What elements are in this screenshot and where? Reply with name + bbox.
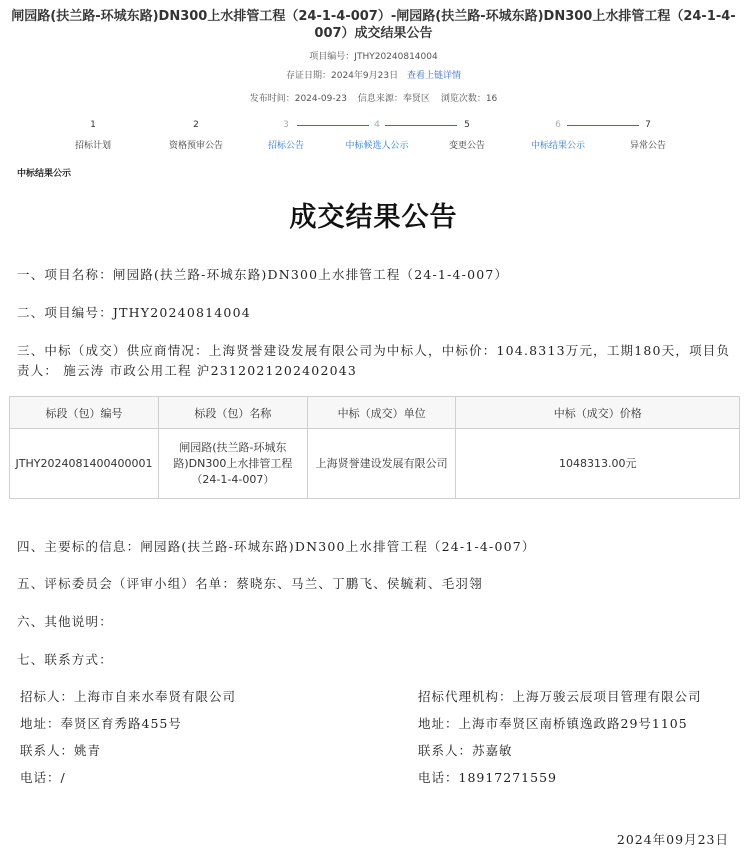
step-5[interactable] [422, 118, 512, 152]
agency-address: 地址：上海市奉贤区南桥镇逸政路29号1105 [418, 716, 688, 731]
process-steps [0, 118, 747, 158]
step-number: 6 [555, 120, 561, 130]
col-winning-unit: 中标（成交）单位 [307, 397, 456, 429]
item-project-number: 二、项目编号：JTHY20240814004 [17, 305, 251, 320]
col-winning-price: 中标（成交）价格 [456, 397, 740, 429]
step-label: 中标结果公示 [530, 141, 585, 151]
step-number: 5 [464, 120, 470, 130]
tenderer-name: 招标人：上海市自来水奉贤有限公司 [20, 689, 237, 704]
view-count: 浏览次数：16 [440, 94, 498, 104]
item-committee: 五、评标委员会（评审小组）名单：蔡晓东、马兰、丁鹏飞、侯毓莉、毛羽翎 [17, 576, 483, 591]
step-1[interactable] [48, 118, 138, 152]
step-number: 7 [645, 120, 651, 130]
tenderer-person: 联系人：姚青 [20, 743, 102, 758]
store-date: 存证日期：2024年9月23日 [286, 71, 399, 81]
item-supplier-info: 三、中标（成交）供应商情况：上海贤誉建设发展有限公司为中标人，中标价：104.8313万元，工期180天，项目负责人： 施云涛 市政公用工程 沪2312021202402043 [17, 343, 731, 378]
cell-winning-unit: 上海贤誉建设发展有限公司 [307, 429, 456, 499]
tenderer-phone: 电话：/ [20, 770, 66, 785]
step-label: 异常公告 [629, 141, 666, 151]
tenderer-address: 地址：奉贤区育秀路455号 [20, 716, 182, 731]
step-label: 变更公告 [448, 141, 485, 151]
table-row [10, 429, 740, 499]
step-2[interactable] [151, 118, 241, 152]
step-label: 中标候选人公示 [345, 141, 409, 151]
project-number-text: 项目编号：JTHY20240814004 [309, 52, 438, 62]
item-other-notes: 六、其他说明： [17, 614, 113, 629]
page-title: 闸园路(扶兰路-环城东路)DN300上水排管工程（24-1-4-007）-闸园路(扶兰路-环城东路)DN300上水排管工程（24-1-4-007）成交结果公告 [11, 9, 736, 41]
bid-result-table [9, 396, 740, 499]
project-number [0, 49, 747, 62]
step-label: 资格预审公告 [168, 141, 223, 151]
cell-winning-price: 1048313.00元 [456, 429, 740, 499]
cell-lot-name: 闸园路(扶兰路-环城东路)DN300上水排管工程（24-1-4-007） [158, 429, 307, 499]
table-header-row [10, 397, 740, 429]
step-number: 3 [283, 120, 289, 130]
step-number: 4 [374, 120, 380, 130]
document-date: 2024年09月23日 [616, 832, 729, 847]
step-6[interactable] [513, 118, 603, 152]
publish-info-row [0, 91, 747, 104]
step-number: 1 [90, 120, 96, 130]
step-label: 招标公告 [267, 141, 304, 151]
col-lot-number: 标段（包）编号 [10, 397, 159, 429]
step-7[interactable] [603, 118, 693, 152]
agency-person: 联系人：苏嘉敏 [418, 743, 513, 758]
info-source: 信息来源：奉贤区 [357, 94, 430, 104]
step-4[interactable] [332, 118, 422, 152]
step-label: 招标计划 [74, 141, 111, 151]
chain-detail-link[interactable]: 查看上链详情 [406, 71, 461, 81]
step-number: 2 [193, 120, 199, 130]
tenderer-contact [20, 688, 400, 787]
agency-name: 招标代理机构：上海万骏云辰项目管理有限公司 [418, 689, 702, 704]
step-3[interactable] [241, 118, 331, 152]
document-title: 成交结果公告 [289, 202, 458, 233]
section-tag: 中标结果公示 [17, 169, 72, 179]
item-project-name: 一、项目名称：闸园路(扶兰路-环城东路)DN300上水排管工程（24-1-4-007） [17, 267, 509, 282]
cell-lot-number: JTHY2024081400400001 [10, 429, 159, 499]
item-contact-heading: 七、联系方式： [17, 652, 113, 667]
publish-time: 发布时间：2024-09-23 [249, 94, 348, 104]
col-lot-name: 标段（包）名称 [158, 397, 307, 429]
agency-contact [418, 688, 740, 787]
store-date-row [0, 68, 747, 81]
agency-phone: 电话：18917271559 [418, 770, 557, 785]
item-main-subject: 四、主要标的信息：闸园路(扶兰路-环城东路)DN300上水排管工程（24-1-4-007） [17, 539, 536, 554]
